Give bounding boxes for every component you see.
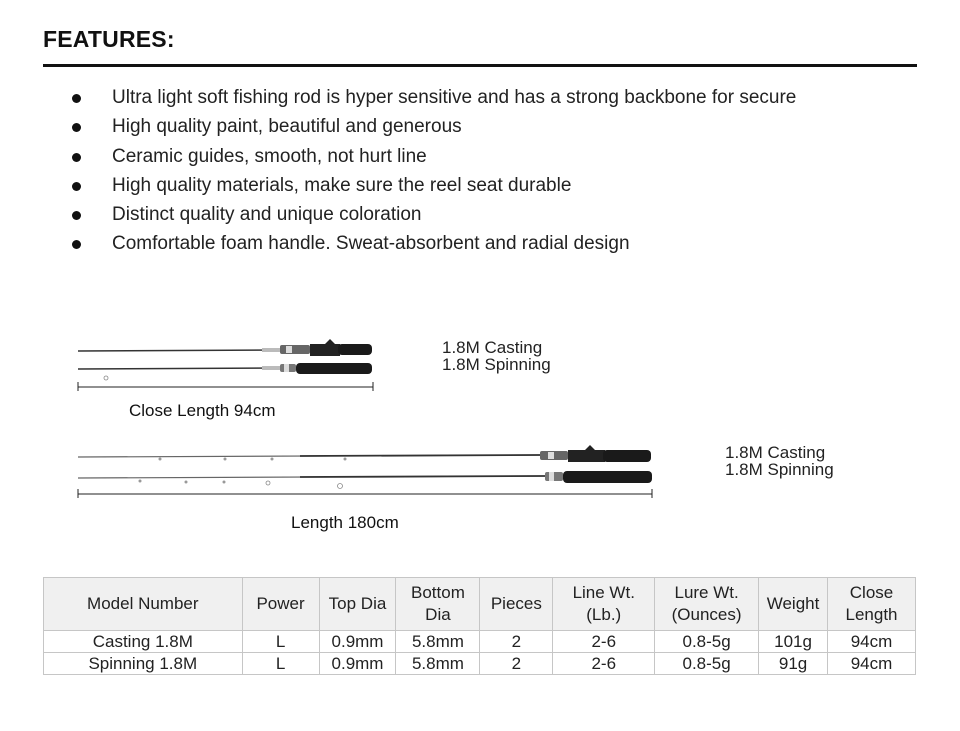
- closed-casting-label: 1.8M Casting: [442, 338, 543, 357]
- table-cell: 2: [480, 631, 553, 653]
- header-cell: Model Number: [44, 578, 243, 631]
- feature-text: Ceramic guides, smooth, not hurt line: [112, 145, 427, 167]
- header-cell: Top Dia: [319, 578, 396, 631]
- feature-text: High quality materials, make sure the reel seat durable: [112, 174, 572, 196]
- feature-text: Ultra light soft fishing rod is hyper sensitive and has a strong backbone for secure: [112, 87, 797, 108]
- closed-casting-rod: [78, 339, 372, 356]
- table-cell: 5.8mm: [396, 631, 480, 653]
- closed-spinning-rod: [78, 363, 372, 380]
- header-cell: Power: [242, 578, 319, 631]
- header-cell: Line Wt. (Lb.): [553, 578, 655, 631]
- header-cell: Close Length: [828, 578, 916, 631]
- feature-text: Distinct quality and unique coloration: [112, 204, 422, 226]
- header-cell: Lure Wt. (Ounces): [655, 578, 759, 631]
- header-cell: Weight: [759, 578, 828, 631]
- table-cell: L: [242, 653, 319, 675]
- specs-table: [43, 577, 916, 675]
- table-cell: Casting 1.8M: [44, 631, 243, 653]
- table-row: [44, 631, 916, 653]
- open-casting-rod: [78, 445, 651, 462]
- table-cell: 91g: [759, 653, 828, 675]
- table-cell: 101g: [759, 631, 828, 653]
- table-cell: 0.8-5g: [655, 653, 759, 675]
- open-casting-label: 1.8M Casting: [725, 443, 826, 462]
- table-cell: 2-6: [553, 631, 655, 653]
- table-row: [44, 653, 916, 675]
- open-length-caption: Length 180cm: [291, 513, 399, 532]
- feature-text: High quality paint, beautiful and generous: [112, 116, 462, 138]
- table-cell: Spinning 1.8M: [44, 653, 243, 675]
- table-cell: 0.9mm: [319, 653, 396, 675]
- header-cell: Bottom Dia: [396, 578, 480, 631]
- open-length-dimension: [78, 489, 652, 498]
- table-cell: 94cm: [828, 653, 916, 675]
- closed-length-caption: Close Length 94cm: [129, 401, 276, 420]
- table-cell: 2-6: [553, 653, 655, 675]
- table-header-row: [44, 578, 916, 631]
- open-spinning-label: 1.8M Spinning: [725, 460, 834, 479]
- table-cell: L: [242, 631, 319, 653]
- closed-spinning-label: 1.8M Spinning: [442, 355, 551, 374]
- feature-text: Comfortable foam handle. Sweat-absorbent and radial design: [112, 233, 630, 255]
- table-cell: 0.9mm: [319, 631, 396, 653]
- features-heading: FEATURES:: [43, 26, 175, 52]
- open-spinning-rod: [78, 471, 652, 489]
- table-cell: 5.8mm: [396, 653, 480, 675]
- table-cell: 0.8-5g: [655, 631, 759, 653]
- table-cell: 94cm: [828, 631, 916, 653]
- header-cell: Pieces: [480, 578, 553, 631]
- table-cell: 2: [480, 653, 553, 675]
- closed-length-dimension: [78, 382, 373, 391]
